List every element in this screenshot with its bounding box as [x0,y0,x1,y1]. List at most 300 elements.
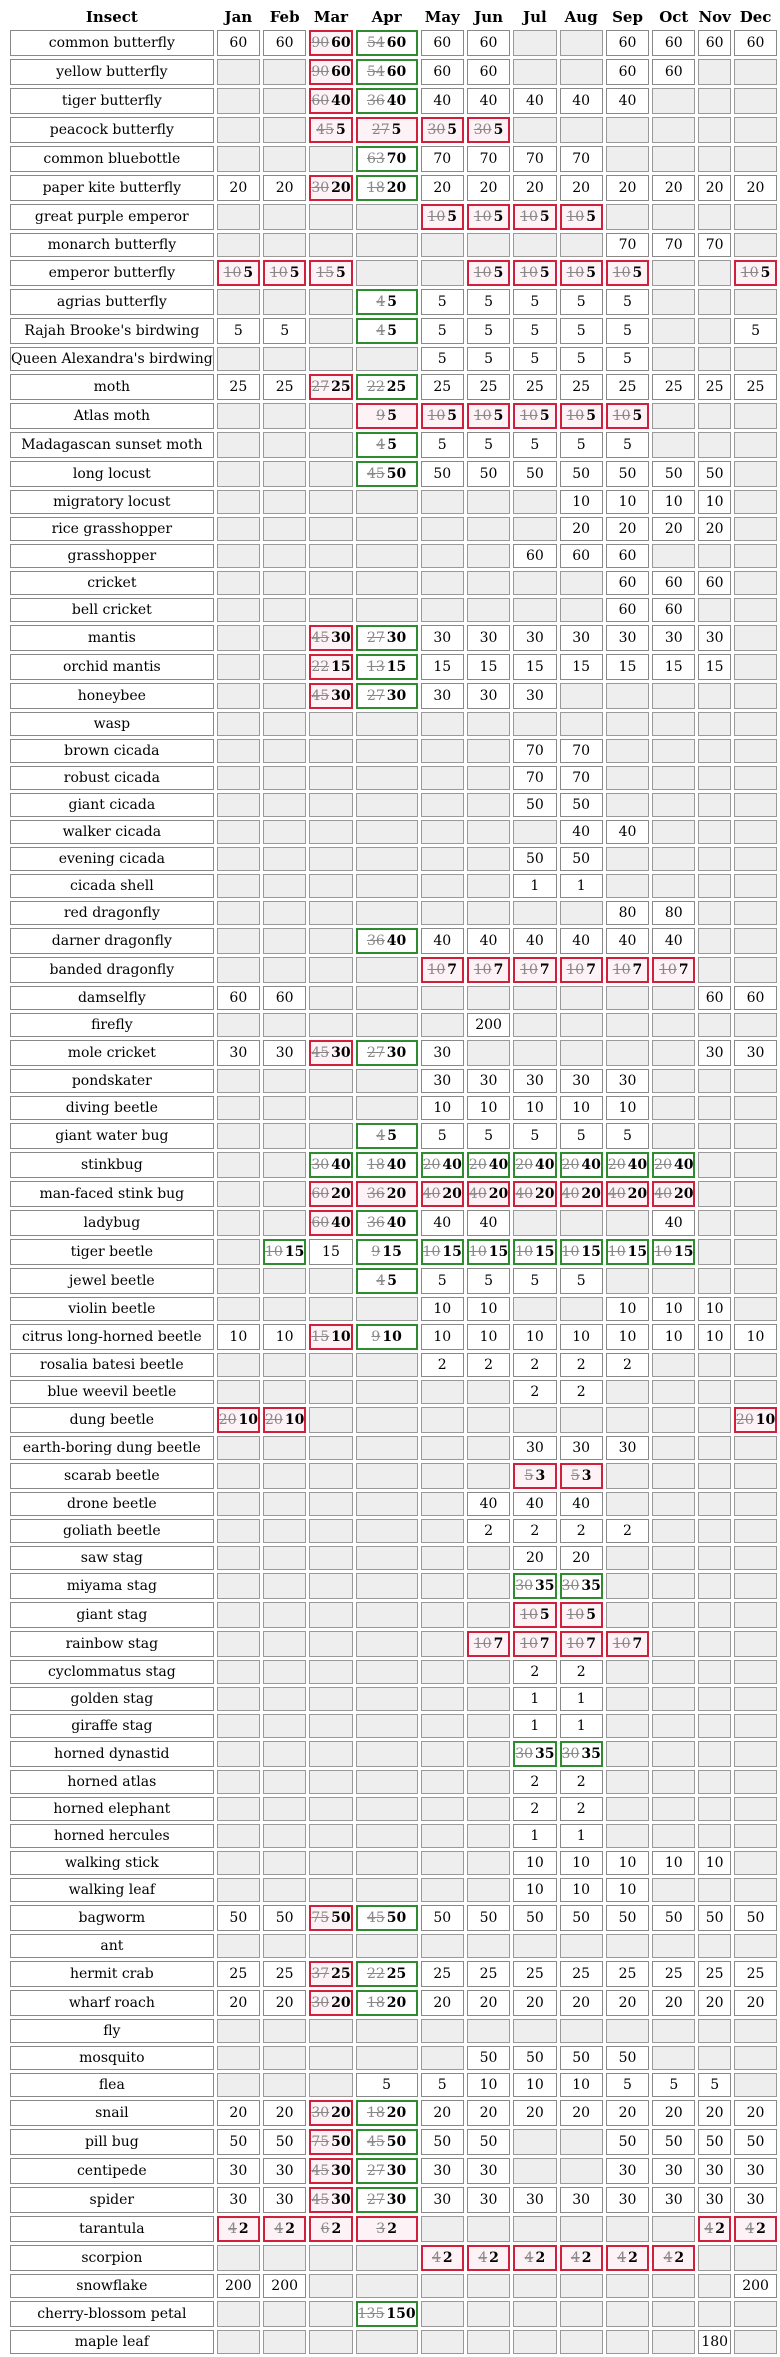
empty-month-cell [652,1519,695,1543]
table-row [10,1714,777,1738]
empty-month-cell [560,2274,603,2298]
empty-month-cell [217,432,260,458]
old-price: 4 [617,2250,627,2266]
empty-month-cell [309,1741,352,1767]
table-row [10,1519,777,1543]
empty-month-cell [309,1602,352,1628]
empty-month-cell [263,1297,306,1321]
empty-month-cell [217,847,260,871]
empty-month-cell [734,1096,777,1120]
empty-month-cell [356,739,418,763]
price-cell: 5 [421,289,464,315]
empty-month-cell [606,1040,649,1066]
empty-month-cell [606,1687,649,1711]
new-price: 20 [627,1186,648,1202]
price-cell: 50 [560,1905,603,1931]
empty-month-cell [467,1851,510,1875]
old-price: 10 [473,962,492,978]
empty-month-cell [698,544,730,568]
price-decrease-cell [560,260,603,286]
price-cell: 60 [217,30,260,56]
price-cell: 60 [263,30,306,56]
price-cell: 25 [421,374,464,400]
empty-month-cell [263,683,306,709]
price-decrease-cell [467,957,510,983]
price-cell: 20 [421,2100,464,2126]
empty-month-cell [560,1407,603,1433]
column-header-month: Feb [269,8,300,26]
empty-month-cell [309,820,352,844]
new-price: 2 [285,2221,295,2237]
old-price: 5 [570,1468,580,1484]
empty-month-cell [356,517,418,541]
empty-month-cell [309,1851,352,1875]
empty-month-cell [652,1013,695,1037]
price-cell: 30 [421,2158,464,2184]
price-cell: 1 [560,1714,603,1738]
empty-month-cell [356,1463,418,1489]
table-row [10,1878,777,1902]
price-decrease-cell [263,2216,306,2242]
insect-name-cell: maple leaf [10,2330,214,2354]
price-cell: 20 [217,175,260,201]
empty-month-cell [309,571,352,595]
price-increase-cell [560,1152,603,1178]
empty-month-cell [652,1797,695,1821]
old-price: 4 [376,323,386,339]
empty-month-cell [734,1239,777,1265]
insect-name-cell: cherry-blossom petal [10,2301,214,2327]
price-cell: 10 [513,1851,556,1875]
empty-month-cell [356,2274,418,2298]
empty-month-cell [652,739,695,763]
price-decrease-cell [734,260,777,286]
price-decrease-cell [309,1181,352,1207]
price-cell: 5 [652,2073,695,2097]
empty-month-cell [217,571,260,595]
price-decrease-cell [309,683,352,709]
empty-month-cell [734,1741,777,1767]
column-header-month: Oct [659,8,689,26]
price-decrease-cell [734,1407,777,1433]
empty-month-cell [652,544,695,568]
empty-month-cell [734,1687,777,1711]
empty-month-cell [652,820,695,844]
empty-month-cell [652,146,695,172]
price-cell: 5 [606,2073,649,2097]
empty-month-cell [356,1492,418,1516]
price-decrease-cell [513,1602,556,1628]
empty-month-cell [734,2245,777,2271]
empty-month-cell [421,1934,464,1958]
price-cell: 1 [560,1824,603,1848]
price-increase-cell [513,1573,556,1599]
price-cell: 5 [606,1123,649,1149]
new-price: 30 [386,688,407,704]
price-decrease-cell [560,204,603,230]
price-increase-cell [356,146,418,172]
empty-month-cell [421,739,464,763]
price-increase-cell [356,1905,418,1931]
old-price: 10 [740,265,759,281]
empty-month-cell [734,1631,777,1657]
new-price: 25 [331,379,351,395]
price-decrease-cell [421,403,464,429]
price-cell: 70 [652,233,695,257]
empty-month-cell [513,712,556,736]
price-increase-cell [513,1152,556,1178]
empty-month-cell [421,1519,464,1543]
empty-month-cell [734,1573,777,1599]
old-price: 30 [311,1995,330,2011]
table-row [10,1687,777,1711]
empty-month-cell [217,598,260,622]
price-cell: 20 [734,1990,777,2016]
empty-month-cell [217,1797,260,1821]
new-price: 5 [243,265,254,281]
price-cell: 180 [698,2330,730,2354]
new-price: 15 [627,1244,648,1260]
empty-month-cell [606,1714,649,1738]
price-decrease-cell [356,1181,418,1207]
empty-month-cell [421,793,464,817]
empty-month-cell [734,901,777,925]
empty-month-cell [734,88,777,114]
price-increase-cell [263,1239,306,1265]
price-cell: 20 [513,1990,556,2016]
new-price: 40 [488,1157,509,1173]
empty-month-cell [217,1492,260,1516]
price-cell: 2 [513,1660,556,1684]
empty-month-cell [513,2274,556,2298]
empty-month-cell [698,1013,730,1037]
table-row [10,1436,777,1460]
empty-month-cell [263,1602,306,1628]
new-price: 30 [386,630,407,646]
new-price: 7 [586,1636,596,1652]
price-cell: 2 [560,1660,603,1684]
empty-month-cell [356,1602,418,1628]
price-cell: 30 [421,2187,464,2213]
empty-month-cell [467,544,510,568]
empty-month-cell [309,901,352,925]
empty-month-cell [217,1573,260,1599]
empty-month-cell [606,146,649,172]
empty-month-cell [734,1878,777,1902]
price-cell: 30 [513,2187,556,2213]
empty-month-cell [560,901,603,925]
price-cell: 20 [421,1990,464,2016]
table-row [10,1905,777,1931]
empty-month-cell [652,1573,695,1599]
new-price: 70 [386,151,407,167]
empty-month-cell [698,1463,730,1489]
old-price: 30 [427,122,446,138]
empty-month-cell [652,766,695,790]
empty-month-cell [309,1353,352,1377]
new-price: 2 [581,2250,592,2266]
empty-month-cell [560,1934,603,1958]
new-price: 20 [331,1186,351,1202]
empty-month-cell [309,1660,352,1684]
empty-month-cell [421,598,464,622]
empty-month-cell [698,820,730,844]
empty-month-cell [698,1546,730,1570]
empty-month-cell [734,598,777,622]
table-row [10,1573,777,1599]
price-increase-cell [356,88,418,114]
old-price: 60 [311,93,330,109]
price-cell: 10 [560,1096,603,1120]
insect-name-cell: paper kite butterfly [10,175,214,201]
price-increase-cell [356,318,418,344]
old-price: 9 [371,1329,381,1345]
old-price: 4 [745,2221,755,2237]
empty-month-cell [356,793,418,817]
empty-month-cell [263,2330,306,2354]
price-cell: 25 [560,374,603,400]
empty-month-cell [263,289,306,315]
new-price: 15 [535,1244,555,1260]
old-price: 10 [520,1636,538,1652]
empty-month-cell [513,1210,556,1236]
price-cell: 20 [606,517,649,541]
empty-month-cell [734,347,777,371]
old-price: 10 [566,1607,585,1623]
empty-month-cell [513,233,556,257]
old-price: 22 [311,659,330,675]
price-cell: 30 [698,2187,730,2213]
empty-month-cell [309,318,352,344]
insect-name-cell: tarantula [10,2216,214,2242]
empty-month-cell [309,793,352,817]
empty-month-cell [698,1353,730,1377]
empty-month-cell [217,1353,260,1377]
price-increase-cell [356,2100,418,2126]
old-price: 4 [376,294,386,310]
empty-month-cell [560,2330,603,2354]
empty-month-cell [734,432,777,458]
empty-month-cell [513,117,556,143]
table-row [10,766,777,790]
empty-month-cell [698,739,730,763]
empty-month-cell [421,544,464,568]
empty-month-cell [652,260,695,286]
price-decrease-cell [421,957,464,983]
old-price: 40 [515,1186,534,1202]
price-increase-cell [356,432,418,458]
insect-name-cell: rosalia batesi beetle [10,1353,214,1377]
table-row [10,1268,777,1294]
insect-name-cell: flea [10,2073,214,2097]
price-cell: 10 [421,1297,464,1321]
old-price: 10 [473,265,492,281]
empty-month-cell [734,1546,777,1570]
empty-month-cell [560,986,603,1010]
price-cell: 50 [560,793,603,817]
empty-month-cell [263,1797,306,1821]
empty-month-cell [356,2330,418,2354]
price-decrease-cell [309,59,352,85]
price-cell: 200 [467,1013,510,1037]
price-cell: 50 [513,847,556,871]
empty-month-cell [356,820,418,844]
empty-month-cell [263,1123,306,1149]
empty-month-cell [217,1239,260,1265]
price-cell: 2 [513,1380,556,1404]
old-price: 45 [311,2163,330,2179]
price-decrease-cell [309,374,352,400]
empty-month-cell [652,1096,695,1120]
price-cell: 5 [560,1123,603,1149]
price-cell: 10 [606,1096,649,1120]
insect-name-cell: bell cricket [10,598,214,622]
price-cell: 50 [263,2129,306,2155]
price-cell: 10 [513,1324,556,1350]
empty-month-cell [263,2046,306,2070]
new-price: 40 [386,933,407,949]
price-cell: 50 [263,1905,306,1931]
insect-name-cell: snowflake [10,2274,214,2298]
new-price: 5 [387,408,397,424]
empty-month-cell [309,1546,352,1570]
price-increase-cell [467,1239,510,1265]
empty-month-cell [356,1436,418,1460]
empty-month-cell [698,1096,730,1120]
insect-name-cell: giant cicada [10,793,214,817]
empty-month-cell [421,2019,464,2043]
price-cell: 50 [698,461,730,487]
price-decrease-cell [560,1181,603,1207]
price-cell: 20 [734,175,777,201]
empty-month-cell [263,490,306,514]
empty-month-cell [606,739,649,763]
price-cell: 30 [606,2158,649,2184]
empty-month-cell [217,1436,260,1460]
empty-month-cell [217,289,260,315]
price-cell: 40 [467,928,510,954]
price-cell: 1 [513,1714,556,1738]
price-cell: 50 [698,2129,730,2155]
empty-month-cell [309,2330,352,2354]
empty-month-cell [421,571,464,595]
price-decrease-cell [309,1040,352,1066]
old-price: 20 [265,1412,283,1428]
new-price: 2 [238,2221,249,2237]
price-cell: 60 [652,598,695,622]
old-price: 10 [427,209,446,225]
insect-name-cell: tiger beetle [10,1239,214,1265]
empty-month-cell [217,1714,260,1738]
empty-month-cell [217,1463,260,1489]
price-cell: 60 [606,571,649,595]
empty-month-cell [263,957,306,983]
new-price: 25 [386,379,407,395]
old-price: 30 [311,1157,330,1173]
empty-month-cell [421,712,464,736]
price-cell: 2 [560,1380,603,1404]
new-price: 7 [586,962,596,978]
price-increase-cell [356,374,418,400]
empty-month-cell [263,1519,306,1543]
insect-name-cell: scorpion [10,2245,214,2271]
price-cell: 1 [560,1687,603,1711]
empty-month-cell [263,625,306,651]
empty-month-cell [309,847,352,871]
empty-month-cell [217,793,260,817]
empty-month-cell [263,1069,306,1093]
price-cell: 60 [217,986,260,1010]
price-decrease-cell [217,260,260,286]
price-decrease-cell [467,1631,510,1657]
empty-month-cell [698,1714,730,1738]
price-cell: 15 [467,654,510,680]
empty-month-cell [606,1210,649,1236]
old-price: 40 [422,1186,441,1202]
price-cell: 70 [513,146,556,172]
empty-month-cell [652,1934,695,1958]
insect-name-cell: cricket [10,571,214,595]
old-price: 37 [311,1966,330,1982]
table-row [10,88,777,114]
price-decrease-cell [309,260,352,286]
empty-month-cell [467,1878,510,1902]
insect-name-cell: centipede [10,2158,214,2184]
empty-month-cell [734,766,777,790]
empty-month-cell [309,2301,352,2327]
empty-month-cell [263,517,306,541]
price-cell: 50 [698,1905,730,1931]
new-price: 5 [336,122,346,138]
price-increase-cell [356,59,418,85]
new-price: 30 [331,1045,351,1061]
empty-month-cell [217,490,260,514]
old-price: 10 [566,265,585,281]
empty-month-cell [356,766,418,790]
price-cell: 50 [652,1905,695,1931]
empty-month-cell [698,1797,730,1821]
price-cell: 30 [421,1040,464,1066]
price-cell: 25 [652,1961,695,1987]
price-cell: 70 [560,146,603,172]
table-row [10,544,777,568]
price-cell: 15 [606,654,649,680]
insect-name-cell: migratory locust [10,490,214,514]
price-cell: 10 [513,2073,556,2097]
empty-month-cell [356,598,418,622]
insect-name-cell: wasp [10,712,214,736]
insect-name-cell: drone beetle [10,1492,214,1516]
price-cell: 5 [606,318,649,344]
empty-month-cell [467,233,510,257]
empty-month-cell [698,260,730,286]
old-price: 10 [612,265,631,281]
empty-month-cell [734,1824,777,1848]
empty-month-cell [698,1152,730,1178]
new-price: 3 [581,1468,592,1484]
price-increase-cell [606,1239,649,1265]
price-increase-cell [513,1741,556,1767]
price-cell: 40 [560,928,603,954]
old-price: 10 [520,1607,538,1623]
empty-month-cell [698,1687,730,1711]
price-decrease-cell [309,1905,352,1931]
empty-month-cell [263,712,306,736]
empty-month-cell [698,1407,730,1433]
price-cell: 5 [421,2073,464,2097]
new-price: 20 [386,1186,407,1202]
price-cell: 5 [513,289,556,315]
